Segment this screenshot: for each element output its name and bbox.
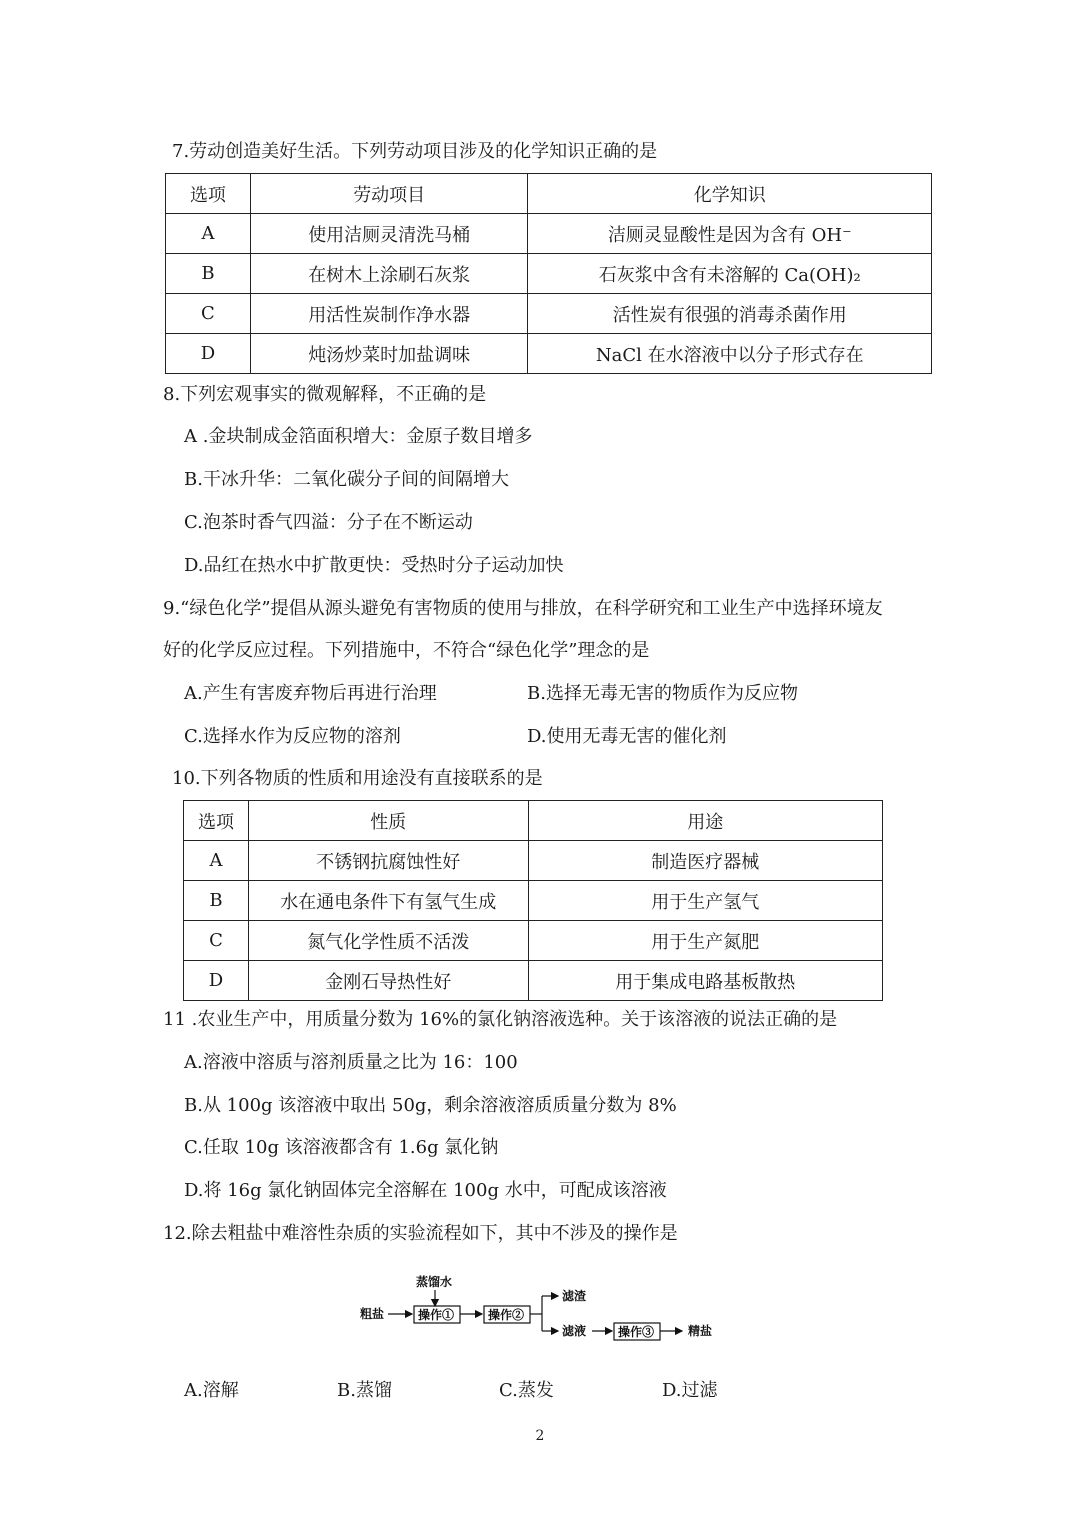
table-cell: 用于生产氢气 bbox=[528, 881, 882, 921]
flow-residue-label: 滤渣 bbox=[562, 1289, 587, 1303]
q9-option-a: A.产生有害废弃物后再进行治理 bbox=[184, 683, 437, 704]
q7-table bbox=[165, 173, 932, 374]
q8-option-a: A .金块制成金箔面积增大：金原子数目增多 bbox=[184, 426, 533, 447]
table-cell: A bbox=[184, 841, 249, 881]
q8-stem: 8.下列宏观事实的微观解释，不正确的是 bbox=[163, 384, 487, 405]
table-cell: 活性炭有很强的消毒杀菌作用 bbox=[528, 294, 932, 334]
table-cell: 金刚石导热性好 bbox=[248, 961, 528, 1001]
q8-option-d: D.品红在热水中扩散更快：受热时分子运动加快 bbox=[184, 555, 564, 576]
table-cell: 用于集成电路基板散热 bbox=[528, 961, 882, 1001]
flow-output-label: 精盐 bbox=[688, 1324, 713, 1338]
table-cell: B bbox=[184, 881, 249, 921]
table-row bbox=[184, 841, 883, 881]
q12-option-c: C.蒸发 bbox=[499, 1380, 554, 1401]
table-cell: 炖汤炒菜时加盐调味 bbox=[250, 334, 528, 374]
q12-option-d: D.过滤 bbox=[662, 1380, 718, 1401]
table-header-row bbox=[184, 801, 883, 841]
table-cell: 制造医疗器械 bbox=[528, 841, 882, 881]
table-row bbox=[166, 334, 932, 374]
table-row bbox=[166, 254, 932, 294]
table-cell: 不锈钢抗腐蚀性好 bbox=[248, 841, 528, 881]
table-cell: D bbox=[184, 961, 249, 1001]
q7-stem: 7.劳动创造美好生活。下列劳动项目涉及的化学知识正确的是 bbox=[172, 141, 658, 162]
q8-option-c: C.泡茶时香气四溢：分子在不断运动 bbox=[184, 512, 473, 533]
table-cell: C bbox=[184, 921, 249, 961]
q11-option-d: D.将 16g 氯化钠固体完全溶解在 100g 水中，可配成该溶液 bbox=[184, 1180, 667, 1201]
flow-input-label: 粗盐 bbox=[360, 1307, 385, 1321]
table-header-cell: 性质 bbox=[248, 801, 528, 841]
table-header-cell: 用途 bbox=[528, 801, 882, 841]
table-cell: 用于生产氮肥 bbox=[528, 921, 882, 961]
q10-stem: 10.下列各物质的性质和用途没有直接联系的是 bbox=[172, 768, 543, 789]
table-cell: 洁厕灵显酸性是因为含有 OH⁻ bbox=[528, 214, 932, 254]
table-cell: C bbox=[166, 294, 251, 334]
table-cell: NaCl 在水溶液中以分子形式存在 bbox=[528, 334, 932, 374]
table-row bbox=[184, 961, 883, 1001]
table-cell: 氮气化学性质不活泼 bbox=[248, 921, 528, 961]
table-row bbox=[184, 921, 883, 961]
flow-filtrate-label: 滤液 bbox=[562, 1324, 587, 1338]
q12-flow-diagram bbox=[340, 1268, 730, 1350]
q11-option-a: A.溶液中溶质与溶剂质量之比为 16：100 bbox=[184, 1052, 518, 1073]
q8-option-b: B.干冰升华：二氧化碳分子间的间隔增大 bbox=[184, 469, 509, 490]
table-cell: A bbox=[166, 214, 251, 254]
q9-option-c: C.选择水作为反应物的溶剂 bbox=[184, 726, 401, 747]
q9-stem-line2: 好的化学反应过程。下列措施中，不符合“绿色化学”理念的是 bbox=[163, 640, 650, 661]
table-header-cell: 化学知识 bbox=[528, 174, 932, 214]
q9-option-d: D.使用无毒无害的催化剂 bbox=[527, 726, 727, 747]
page-number: 2 bbox=[535, 1428, 545, 1444]
table-row bbox=[184, 881, 883, 921]
table-cell: 使用洁厕灵清洗马桶 bbox=[250, 214, 528, 254]
table-row bbox=[166, 294, 932, 334]
q9-stem-line1: 9.“绿色化学”提倡从源头避免有害物质的使用与排放，在科学研究和工业生产中选择环境友 bbox=[163, 598, 883, 619]
table-header-row bbox=[166, 174, 932, 214]
flow-op3-label: 操作③ bbox=[618, 1325, 655, 1339]
table-header-cell: 选项 bbox=[166, 174, 251, 214]
q11-option-b: B.从 100g 该溶液中取出 50g，剩余溶液溶质质量分数为 8% bbox=[184, 1095, 677, 1116]
q12-stem: 12.除去粗盐中难溶性杂质的实验流程如下，其中不涉及的操作是 bbox=[163, 1223, 678, 1244]
table-header-cell: 劳动项目 bbox=[250, 174, 528, 214]
q10-table bbox=[183, 800, 883, 1001]
q12-option-a: A.溶解 bbox=[184, 1380, 239, 1401]
table-row bbox=[166, 214, 932, 254]
table-cell: D bbox=[166, 334, 251, 374]
q11-stem: 11 .农业生产中，用质量分数为 16%的氯化钠溶液选种。关于该溶液的说法正确的是 bbox=[163, 1009, 838, 1030]
table-header-cell: 选项 bbox=[184, 801, 249, 841]
table-cell: 用活性炭制作净水器 bbox=[250, 294, 528, 334]
flow-op2-label: 操作② bbox=[488, 1308, 525, 1322]
table-cell: 水在通电条件下有氢气生成 bbox=[248, 881, 528, 921]
q12-option-b: B.蒸馏 bbox=[337, 1380, 392, 1401]
table-cell: 在树木上涂刷石灰浆 bbox=[250, 254, 528, 294]
flow-op1-label: 操作① bbox=[418, 1308, 455, 1322]
flow-water-label: 蒸馏水 bbox=[416, 1275, 453, 1289]
q11-option-c: C.任取 10g 该溶液都含有 1.6g 氯化钠 bbox=[184, 1137, 499, 1158]
q9-option-b: B.选择无毒无害的物质作为反应物 bbox=[527, 683, 798, 704]
table-cell: 石灰浆中含有未溶解的 Ca(OH)₂ bbox=[528, 254, 932, 294]
table-cell: B bbox=[166, 254, 251, 294]
